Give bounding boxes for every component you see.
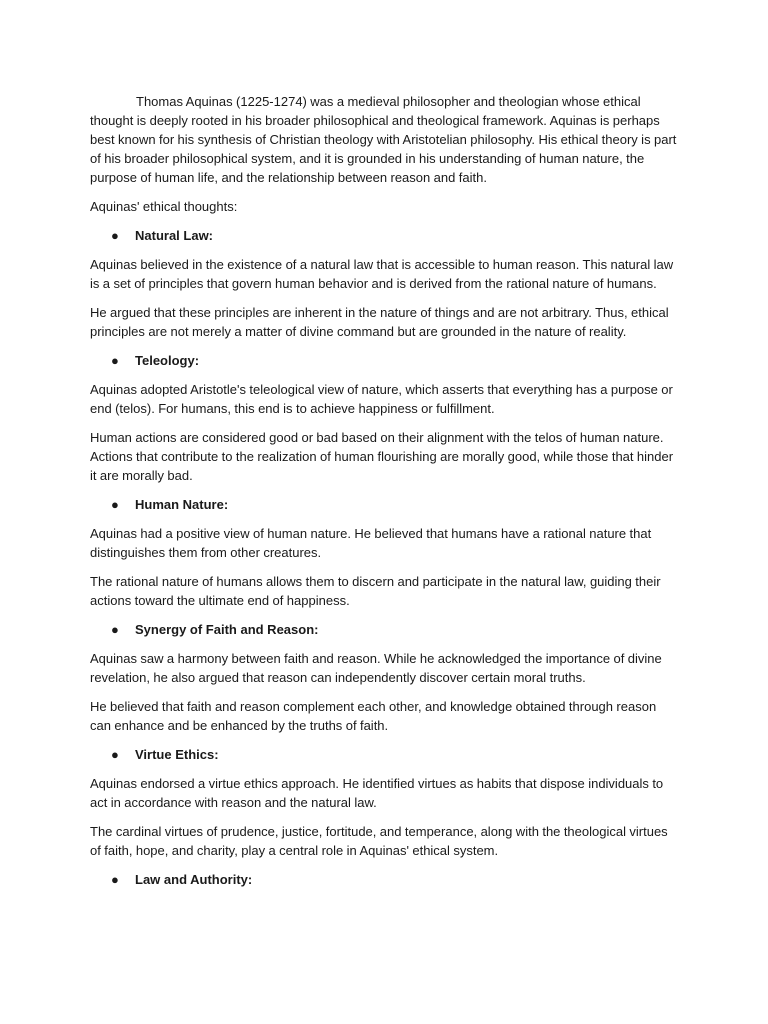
- bullet-icon: ●: [111, 353, 119, 368]
- section-paragraph: Aquinas adopted Aristotle's teleological view of nature, which asserts that everything has a purpose or end (telos). For humans, this end is to achieve happiness or fulfillment.: [90, 382, 673, 416]
- section-paragraph: Human actions are considered good or bad based on their alignment with the telos of human nature. Actions that contribute to the realization of human flourishing are morally good, while those that hinder it are morally bad.: [90, 430, 674, 483]
- section-heading-natural-law: [90, 226, 678, 245]
- section-paragraph: Aquinas endorsed a virtue ethics approach. He identified virtues as habits that dispose individuals to act in accordance with reason and the natural law.: [90, 776, 664, 810]
- section-heading-label: Law and Authority:: [135, 872, 253, 887]
- intro-paragraph: Thomas Aquinas (1225-1274) was a medieval philosopher and theologian whose ethical thought is deeply rooted in his broader philosophical and theological framework. Aquinas is perhaps best known for his synthesis of Christian theology with Aristotelian philosophy. His ethical theory is part of his broader philosophical system, and it is grounded in his understanding of human nature, the purpose of human life, and the relationship between reason and faith.: [90, 94, 677, 185]
- section-heading-virtue-ethics: [90, 745, 678, 764]
- lead-paragraph: Aquinas' ethical thoughts:: [90, 199, 238, 214]
- section-heading-label: Synergy of Faith and Reason:: [135, 622, 319, 637]
- bullet-icon: ●: [111, 872, 119, 887]
- section-paragraph: He believed that faith and reason complement each other, and knowledge obtained through reason can enhance and be enhanced by the truths of faith.: [90, 699, 657, 733]
- bullet-icon: ●: [111, 622, 119, 637]
- section-paragraph: He argued that these principles are inherent in the nature of things and are not arbitrary. Thus, ethical principles are not merely a matter of divine command but are grounded in the nature of reality.: [90, 305, 669, 339]
- section-heading-human-nature: [90, 495, 678, 514]
- section-paragraph: Aquinas saw a harmony between faith and reason. While he acknowledged the importance of divine revelation, he also argued that reason can independently discover certain moral truths.: [90, 651, 662, 685]
- section-paragraph: The cardinal virtues of prudence, justice, fortitude, and temperance, along with the theological virtues of faith, hope, and charity, play a central role in Aquinas' ethical system.: [90, 824, 668, 858]
- section-heading-teleology: [90, 351, 678, 370]
- bullet-icon: ●: [111, 747, 119, 762]
- bullet-icon: ●: [111, 497, 119, 512]
- section-paragraph: Aquinas had a positive view of human nature. He believed that humans have a rational nature that distinguishes them from other creatures.: [90, 526, 652, 560]
- section-paragraph: Aquinas believed in the existence of a natural law that is accessible to human reason. This natural law is a set of principles that govern human behavior and is derived from the rational nature of humans.: [90, 257, 674, 291]
- section-heading-law-authority: [90, 870, 678, 889]
- section-paragraph: The rational nature of humans allows them to discern and participate in the natural law, guiding their actions toward the ultimate end of happiness.: [90, 574, 661, 608]
- bullet-icon: ●: [111, 228, 119, 243]
- section-heading-label: Natural Law:: [135, 228, 214, 243]
- section-heading-synergy-faith-reason: [90, 620, 678, 639]
- section-heading-label: Virtue Ethics:: [135, 747, 219, 762]
- section-heading-label: Teleology:: [135, 353, 200, 368]
- section-heading-label: Human Nature:: [135, 497, 229, 512]
